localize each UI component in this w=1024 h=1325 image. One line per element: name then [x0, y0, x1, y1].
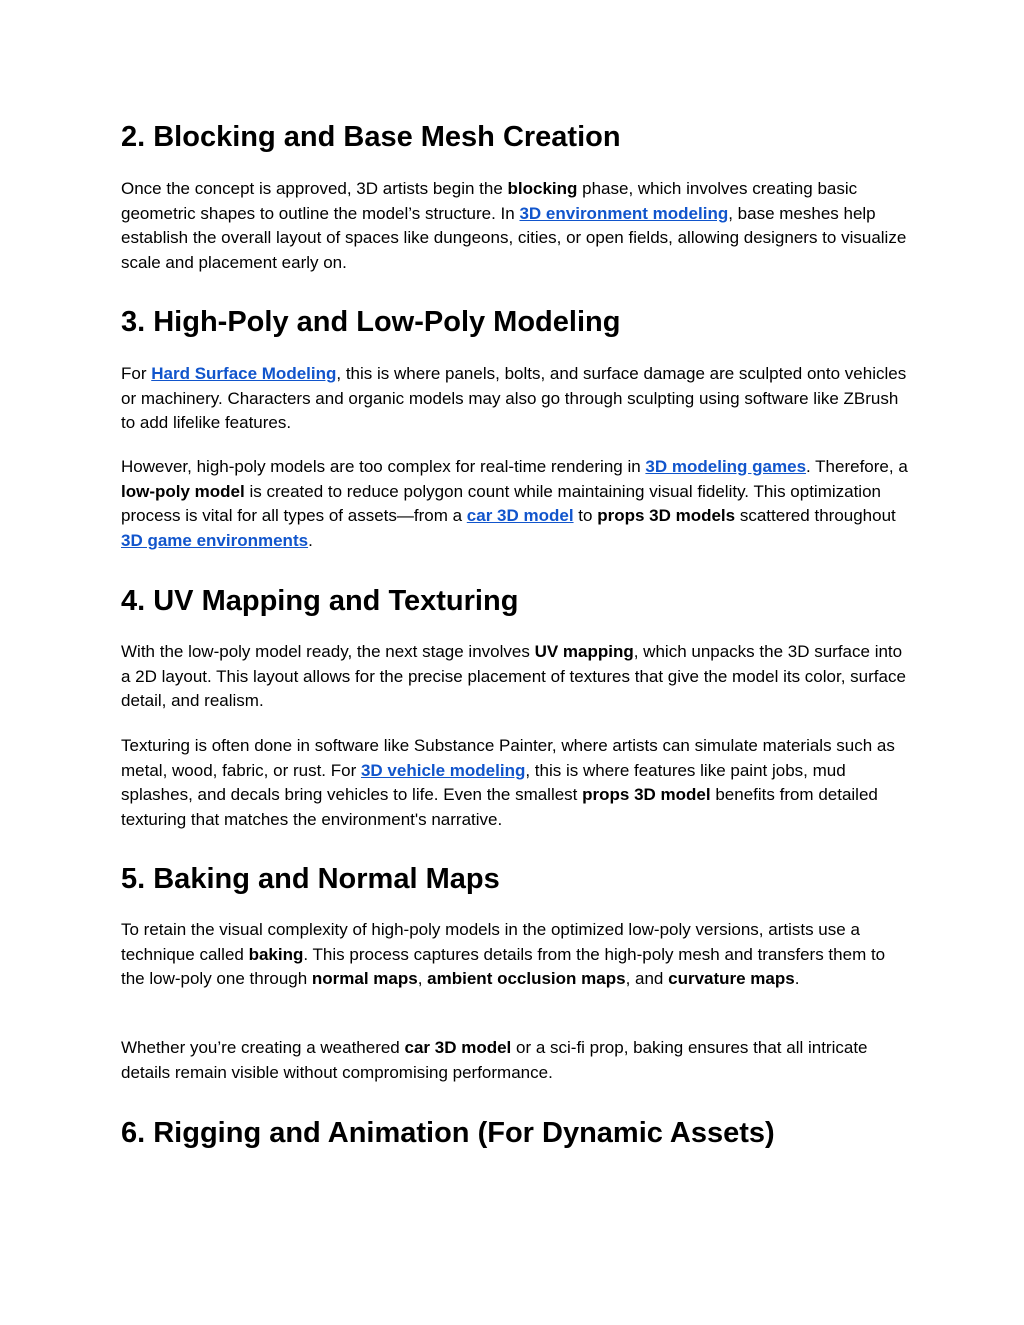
bold-term: normal maps [311, 969, 418, 988]
text-run: . This process captures details from the high-poly mesh and transfers them to the low-poly one through [121, 944, 886, 988]
bold-term: curvature maps [668, 969, 795, 988]
text-run: . [794, 969, 800, 988]
bold-term: UV mapping [534, 642, 634, 661]
text-run: phase, which involves creating basic geometric shapes to outline the model’s structure. In [121, 179, 858, 223]
text-run: is created to reduce polygon count while maintaining visual fidelity. This optimization process is vital for all types of assets—from a [121, 481, 881, 525]
inline-link[interactable]: car 3D model [466, 506, 574, 525]
text-run: scattered throughout [735, 506, 896, 525]
bold-term: blocking [507, 179, 578, 198]
text-run: To retain the visual complexity of high-poly models in the optimized low-poly versions, artists use a technique called [121, 920, 860, 964]
text-run: , base meshes help establish the overall layout of spaces like dungeons, cities, or open fields, allowing designers to visualize scale and placement early on. [121, 203, 907, 272]
inline-link[interactable]: 3D game environments [121, 530, 309, 550]
text-run: , this is where panels, bolts, and surface damage are sculpted onto vehicles or machinery. Characters and organic models may also go through sculpting using software like ZBrush to add lifelike features. [121, 364, 907, 432]
bold-term: ambient occlusion maps [427, 969, 626, 988]
paragraph-hard-surface [121, 362, 911, 436]
paragraph-weathered [121, 1036, 911, 1085]
paragraph-uv-mapping [121, 640, 911, 714]
paragraph-blocking [121, 177, 911, 275]
text-run: benefits from detailed texturing that matches the environment's narrative. [121, 785, 878, 829]
text-run: , and [625, 969, 669, 988]
bold-term: props 3D models [597, 506, 736, 525]
bold-term: baking [248, 944, 304, 964]
text-run: However, high-poly models are too complex for real-time rendering in [121, 457, 646, 476]
section-heading-high-low-poly: 3. High-Poly and Low-Poly Modeling [121, 306, 621, 338]
text-run: , this is where features like paint jobs, mud splashes, and decals bring vehicles to life. Even the smallest [121, 760, 846, 804]
bold-term: car 3D model [404, 1038, 512, 1057]
text-run: , [417, 969, 428, 988]
section-heading-uv-mapping: 4. UV Mapping and Texturing [121, 585, 519, 617]
text-run: Whether you’re creating a weathered [121, 1038, 405, 1057]
bold-term: low-poly model [121, 481, 245, 501]
paragraph-low-poly [121, 455, 911, 553]
inline-link[interactable]: Hard Surface Modeling [151, 364, 337, 383]
paragraph-texturing [121, 734, 911, 832]
text-run: Texturing is often done in software like Substance Painter, where artists can simulate materials such as metal, wood, fabric, or rust. For [121, 736, 895, 780]
inline-link[interactable]: 3D environment modeling [519, 203, 729, 223]
bold-term: props 3D model [582, 785, 711, 804]
text-run: to [573, 506, 598, 525]
section-heading-baking: 5. Baking and Normal Maps [121, 863, 500, 895]
inline-link[interactable]: 3D vehicle modeling [360, 760, 526, 780]
section-heading-rigging: 6. Rigging and Animation (For Dynamic Assets) [121, 1117, 775, 1149]
paragraph-baking [121, 918, 911, 992]
text-run: , which unpacks the 3D surface into a 2D layout. This layout allows for the precise placement of textures that give the model its color, surface detail, and realism. [121, 642, 906, 710]
text-run: or a sci-fi prop, baking ensures that all intricate details remain visible without compromising performance. [121, 1038, 868, 1082]
text-run: Once the concept is approved, 3D artists begin the [121, 179, 508, 198]
text-run: For [121, 364, 152, 383]
text-run: With the low-poly model ready, the next stage involves [121, 642, 535, 661]
section-heading-blocking: 2. Blocking and Base Mesh Creation [121, 121, 621, 153]
inline-link[interactable]: 3D modeling games [645, 457, 807, 476]
text-run: . [308, 530, 313, 550]
text-run: . Therefore, a [806, 457, 908, 476]
